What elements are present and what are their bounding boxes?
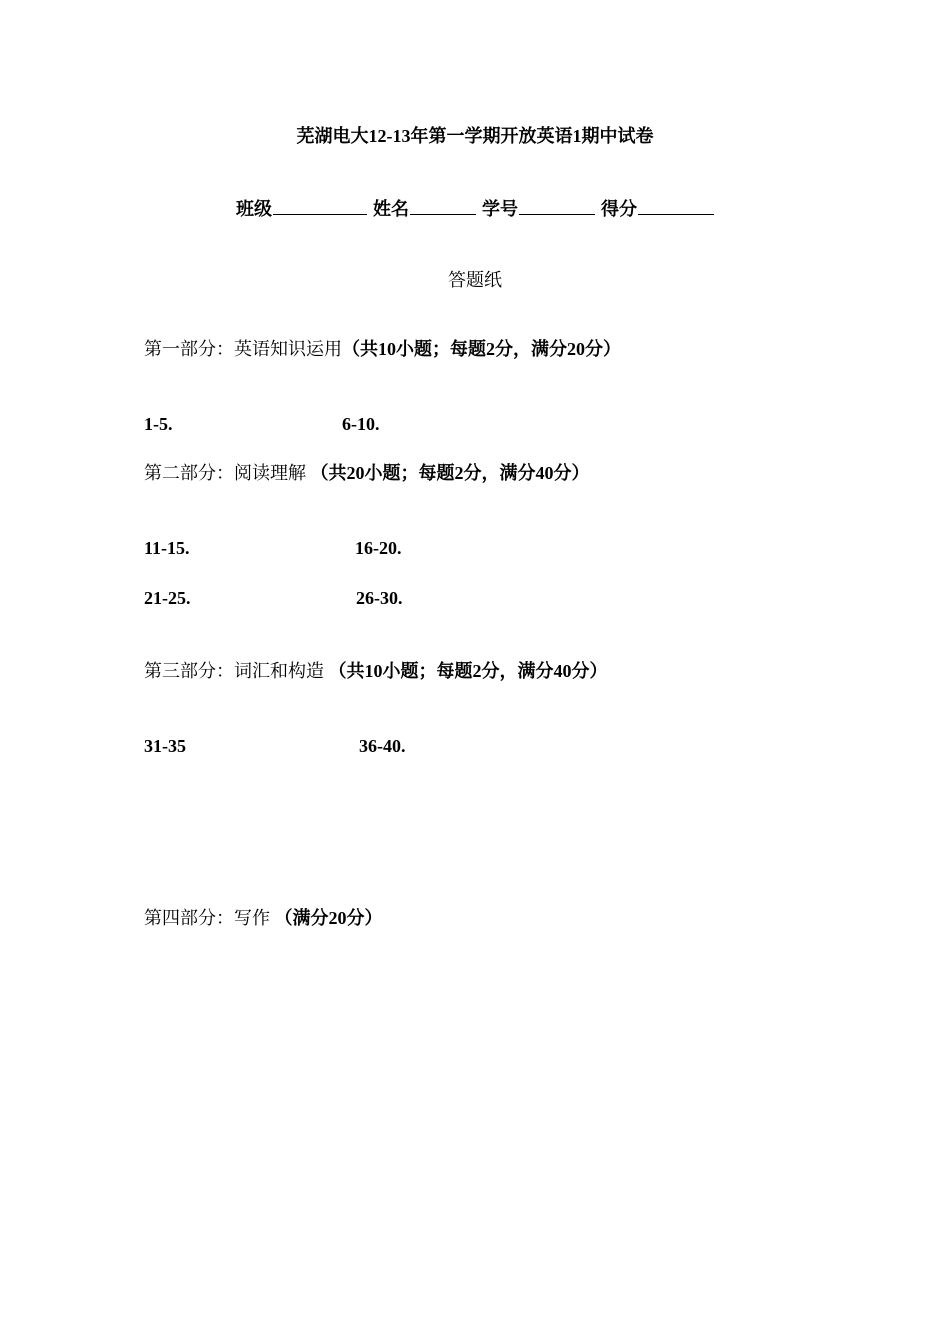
name-blank — [410, 196, 476, 215]
section-1-heading — [144, 337, 621, 361]
student-id-field — [482, 196, 601, 221]
class-label: 班级 — [236, 199, 272, 219]
score-field — [601, 196, 714, 221]
answer-range-6-10: 6-10. — [342, 414, 380, 434]
section-3-detail: （共10小题；每题2分，满分40分） — [324, 661, 608, 681]
section-1-prefix: 第一部分： — [144, 339, 234, 359]
section-4-prefix: 第四部分： — [144, 908, 234, 928]
answer-range-11-15: 11-15. — [144, 538, 190, 558]
score-blank — [638, 196, 714, 215]
section-2-detail: （共20小题；每题2分，满分40分） — [306, 463, 590, 483]
answer-range-16-20: 16-20. — [355, 538, 402, 558]
score-label: 得分 — [601, 199, 637, 219]
student-id-label: 学号 — [482, 199, 518, 219]
answer-sheet-title: 答题纸 — [448, 270, 502, 290]
section-4-detail: （满分20分） — [270, 908, 383, 928]
class-field — [236, 196, 373, 221]
class-blank — [273, 196, 367, 215]
section-2-name: 阅读理解 — [234, 463, 306, 483]
exam-title: 芜湖电大12-13年第一学期开放英语1期中试卷 — [296, 126, 654, 146]
name-field — [373, 196, 482, 221]
answer-range-36-40: 36-40. — [359, 736, 406, 756]
student-id-blank — [519, 196, 595, 215]
student-info-line — [0, 196, 950, 221]
section-4-name: 写作 — [234, 908, 270, 928]
section-3-heading — [144, 659, 608, 683]
section-2-prefix: 第二部分： — [144, 463, 234, 483]
name-label: 姓名 — [373, 199, 409, 219]
answer-range-31-35: 31-35 — [144, 736, 186, 756]
section-1-detail: （共10小题；每题2分，满分20分） — [342, 339, 621, 359]
answer-range-21-25: 21-25. — [144, 588, 191, 608]
section-2-heading — [144, 461, 590, 485]
answer-range-26-30: 26-30. — [356, 588, 403, 608]
section-4-heading — [144, 906, 383, 930]
section-3-prefix: 第三部分： — [144, 661, 234, 681]
section-1-name: 英语知识运用 — [234, 339, 342, 359]
section-3-name: 词汇和构造 — [234, 661, 324, 681]
answer-range-1-5: 1-5. — [144, 414, 173, 434]
